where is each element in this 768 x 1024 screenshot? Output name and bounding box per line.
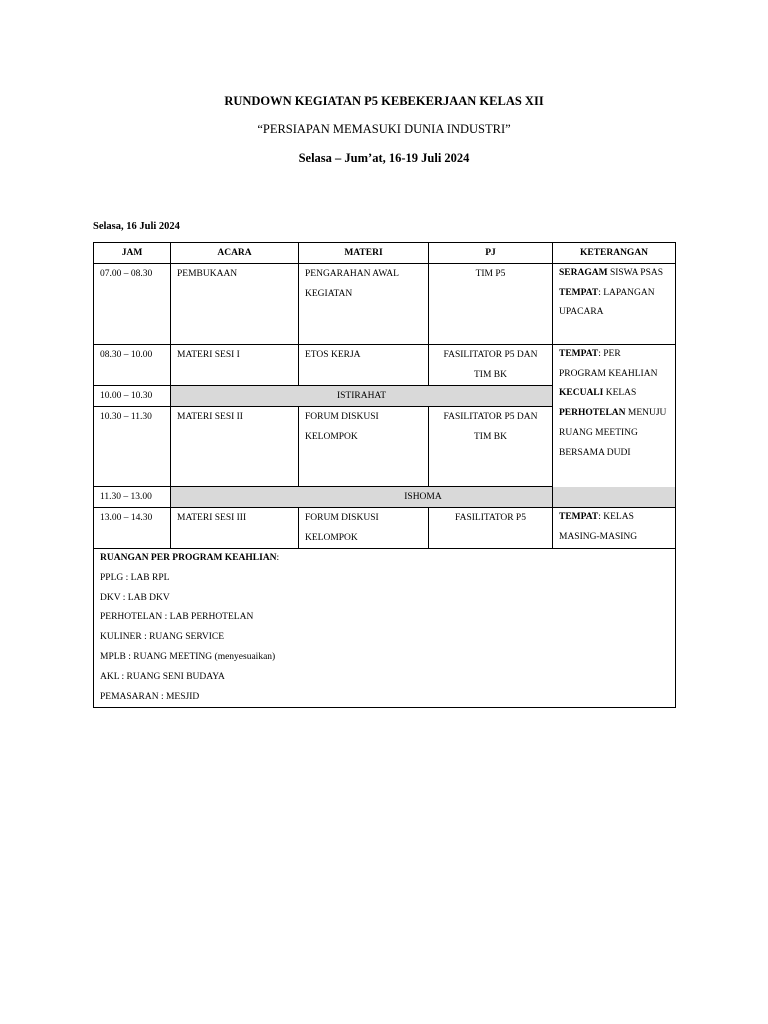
cell-jam: 10.00 – 10.30 — [94, 386, 171, 407]
cell-keterangan — [553, 264, 676, 345]
rooms-row — [94, 549, 676, 708]
keterangan-text: : KELAS MASING-MASING — [559, 512, 638, 542]
list-item: AKL : RUANG SENI BUDAYA — [100, 671, 225, 682]
keterangan-bold: TEMPAT — [559, 512, 599, 522]
keterangan-text: : LAPANGAN UPACARA — [559, 287, 655, 318]
cell-jam: 13.00 – 14.30 — [94, 508, 171, 549]
column-header-acara: ACARA — [171, 243, 299, 264]
cell-keterangan — [553, 345, 676, 508]
list-item: MPLB : RUANG MEETING (menyesuaikan) — [100, 651, 276, 662]
list-item: DKV : LAB DKV — [100, 592, 170, 603]
cell-materi: PENGARAHAN AWAL KEGIATAN — [299, 264, 429, 345]
column-header-materi: MATERI — [299, 243, 429, 264]
keterangan-bold: TEMPAT — [559, 287, 599, 298]
list-item: PERHOTELAN : LAB PERHOTELAN — [100, 612, 254, 623]
cell-pj: FASILITATOR P5 DAN TIM BK — [429, 345, 553, 386]
cell-materi: FORUM DISKUSI KELOMPOK — [299, 407, 429, 487]
list-item: PEMASARAN : MESJID — [100, 691, 200, 702]
document-title: RUNDOWN KEGIATAN P5 KEBEKERJAAN KELAS XII — [224, 94, 544, 108]
table-row — [94, 345, 676, 386]
keterangan-bold: TEMPAT — [559, 349, 599, 359]
cell-break-ishoma: ISHOMA — [171, 487, 676, 508]
list-item: KULINER : RUANG SERVICE — [100, 632, 225, 643]
keterangan-bold: SERAGAM — [559, 268, 608, 278]
table-header-row — [94, 243, 676, 264]
rooms-cell — [94, 549, 676, 708]
cell-materi: ETOS KERJA — [299, 345, 429, 386]
cell-keterangan — [553, 508, 676, 549]
cell-acara: MATERI SESI II — [171, 407, 299, 487]
rooms-heading-suffix: : — [276, 553, 280, 563]
cell-materi: FORUM DISKUSI KELOMPOK — [299, 508, 429, 549]
cell-jam: 08.30 – 10.00 — [94, 345, 171, 386]
table-row-break — [94, 487, 676, 508]
cell-pj: FASILITATOR P5 — [429, 508, 553, 549]
document-date-range: Selasa – Jum’at, 16-19 Juli 2024 — [298, 151, 470, 165]
keterangan-bold: KECUALI — [559, 388, 604, 399]
schedule-table — [93, 242, 676, 708]
table-row — [94, 508, 676, 549]
cell-pj: FASILITATOR P5 DAN TIM BK — [429, 407, 553, 487]
cell-pj: TIM P5 — [429, 264, 553, 345]
column-header-pj: PJ — [429, 243, 553, 264]
cell-jam: 07.00 – 08.30 — [94, 264, 171, 345]
keterangan-text: SISWA PSAS — [607, 268, 664, 278]
column-header-keterangan: KETERANGAN — [553, 243, 676, 264]
keterangan-text: MENUJU RUANG MEETING BERSAMA DUDI — [559, 408, 667, 458]
cell-jam: 10.30 – 11.30 — [94, 407, 171, 487]
cell-jam: 11.30 – 13.00 — [94, 487, 171, 508]
document-subtitle: “PERSIAPAN MEMASUKI DUNIA INDUSTRI” — [257, 122, 511, 136]
rooms-heading: RUANGAN PER PROGRAM KEAHLIAN — [100, 553, 277, 563]
column-header-jam: JAM — [94, 243, 171, 264]
keterangan-bold: PERHOTELAN — [559, 408, 626, 419]
cell-acara: MATERI SESI I — [171, 345, 299, 386]
table-row — [94, 264, 676, 345]
cell-acara: MATERI SESI III — [171, 508, 299, 549]
day-label: Selasa, 16 Juli 2024 — [93, 221, 180, 232]
cell-break-istirahat: ISTIRAHAT — [171, 386, 553, 407]
list-item: PPLG : LAB RPL — [100, 572, 170, 583]
keterangan-text: : PER PROGRAM KEAHLIAN — [559, 349, 658, 379]
cell-acara: PEMBUKAAN — [171, 264, 299, 345]
keterangan-text: KELAS — [603, 388, 637, 399]
